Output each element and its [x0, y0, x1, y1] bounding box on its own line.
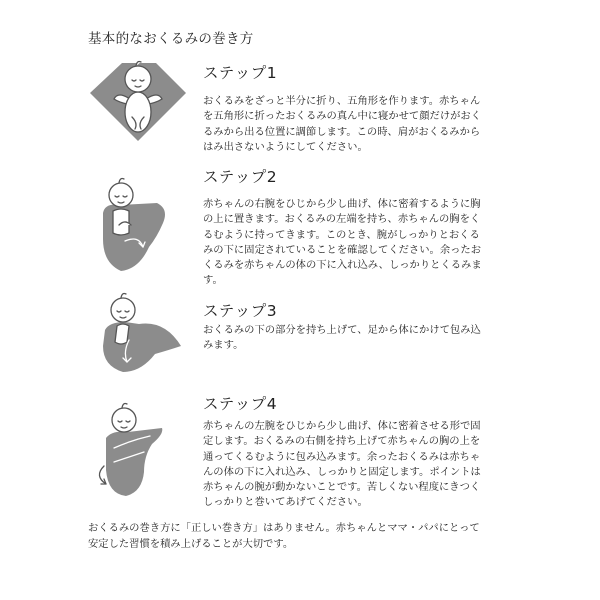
step-1-title: ステップ1	[203, 64, 278, 82]
baby-swaddle-step-2-icon	[95, 175, 175, 275]
step-4-title: ステップ4	[203, 395, 278, 413]
step-2-title: ステップ2	[203, 168, 278, 186]
page-title: 基本的なおくるみの巻き方	[88, 31, 254, 47]
step-4-text: 赤ちゃんの左腕をひじから少し曲げ、体に密着させる形で固 定します。おくるみの右側を持ち上げて赤ちゃんの胸の上を 通ってくるむように包み込みます。余ったおくるみは赤ちゃ んの体の下に入れ込み、しっかりと固定します。ポイントは 赤ちゃんの腕が動かないことです。苦しくない程度にきつく しっかりと巻いてあげてください。	[203, 420, 481, 509]
step-2-text: 赤ちゃんの右腕をひじから少し曲げ、体に密着するように胸 の上に置きます。おくるみの左端を持ち、赤ちゃんの胸をく るむように持ってきます。このとき、腕がしっかりとおくる みの下に固定されていることを確認してください。余ったお くるみを赤ちゃんの体の下に入れ込み、しっかりとくるみま す。	[203, 198, 482, 287]
baby-swaddle-step-1-icon	[88, 55, 188, 145]
footer-note: おくるみの巻き方に「正しい巻き方」はありません。赤ちゃんとママ・パパにとって 安定した習慣を積み上げることが大切です。	[88, 522, 480, 550]
baby-swaddle-step-4-icon	[92, 400, 172, 500]
baby-swaddle-step-3-icon	[95, 290, 185, 380]
step-3-title: ステップ3	[203, 302, 278, 320]
step-3-text: おくるみの下の部分を持ち上げて、足から体にかけて包み込 みます。	[203, 324, 481, 352]
step-1-text: おくるみをざっと半分に折り、五角形を作ります。赤ちゃん を五角形に折ったおくるみの真ん中に寝かせて顔だけがおく るみから出る位置に調節します。この時、肩がおくるみから はみ出さないようにしてください。	[203, 95, 482, 153]
